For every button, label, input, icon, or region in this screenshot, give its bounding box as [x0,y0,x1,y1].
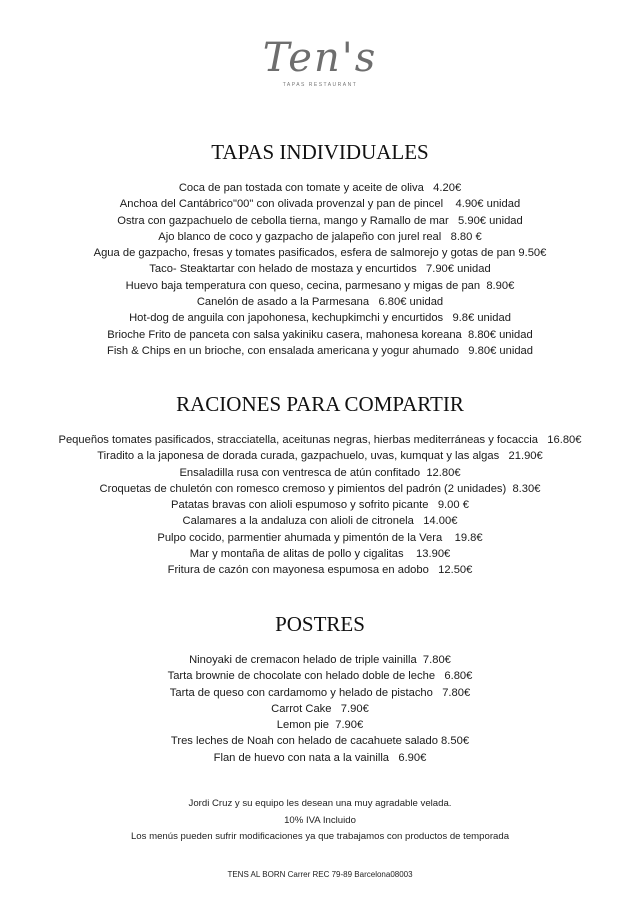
menu-item: Carrot Cake 7.90€ [271,702,369,715]
menu-item: Lemon pie 7.90€ [276,719,364,732]
menu-item: Huevo baja temperatura con queso, cecina, parmesano y migas de pan 8.90€ [125,279,515,292]
menu-item: Taco- Steaktartar con helado de mostaza y encurtidos 7.90€ unidad [149,263,491,276]
menu-item: Pulpo cocido, parmentier ahumada y pimentón de la Vera 19.8€ [157,531,483,544]
footer-seasonal-note: Los menús pueden sufrir modificaciones ya que trabajamos con productos de temporada [130,831,510,842]
section-title-raciones-para-compartir: RACIONES PARA COMPARTIR [176,392,464,416]
footer-tax-note: 10% IVA Incluido [284,814,356,826]
menu-item: Fritura de cazón con mayonesa espumosa en adobo 12.50€ [167,564,473,577]
menu-item: Patatas bravas con alioli espumoso y sofrito picante 9.00 € [171,499,469,512]
menu-item: Tres leches de Noah con helado de cacahuete salado 8.50€ [170,735,470,748]
tapas-individuales-list [0,180,640,359]
section-title-postres: POSTRES [275,612,365,636]
menu-item: Anchoa del Cantábrico"00" con olivada provenzal y pan de pincel 4.90€ unidad [119,198,521,211]
menu-item: Ajo blanco de coco y gazpacho de jalapeño con jurel real 8.80 € [158,230,482,243]
menu-item: Brioche Frito de panceta con salsa yakiniku casera, mahonesa koreana 8.80€ unidad [107,328,533,341]
menu-item: Croquetas de chuletón con romesco cremoso y pimientos del padrón (2 unidades) 8.30€ [99,482,541,495]
menu-item: Ninoyaki de cremacon helado de triple vainilla 7.80€ [189,654,451,666]
logo-tagline: TAPAS RESTAURANT [282,82,358,88]
menu-item: Hot-dog de anguila con japohonesa, kechupkimchi y encurtidos 9.8€ unidad [129,312,511,325]
menu-item: Ostra con gazpachuelo de cebolla tierna, mango y Ramallo de mar 5.90€ unidad [117,214,523,227]
restaurant-address: TENS AL BORN Carrer REC 79-89 Barcelona08003 [227,870,413,879]
logo-wordmark: Ten's [262,35,378,81]
menu-item: Agua de gazpacho, fresas y tomates pasificados, esfera de salmorejo y gotas de pan 9.50€ [93,247,547,260]
section-title-tapas-individuales: TAPAS INDIVIDUALES [211,140,429,164]
menu-item: Tiradito a la japonesa de dorada curada, gazpachuelo, uvas, kumquat y las algas 21.90€ [97,450,543,463]
menu-item: Coca de pan tostada con tomate y aceite de oliva 4.20€ [178,182,462,194]
restaurant-logo [0,36,640,88]
footer-notes [0,796,640,846]
footer-greeting: Jordi Cruz y su equipo les desean una muy agradable velada. [188,798,452,809]
menu-item: Flan de huevo con nata a la vainilla 6.90€ [213,751,427,764]
postres-list [0,652,640,766]
menu-item: Calamares a la andaluza con alioli de citronela 14.00€ [182,515,458,528]
raciones-list [0,432,640,579]
menu-item: Pequeños tomates pasificados, stracciatella, aceitunas negras, hierbas mediterráneas y focaccia 16.80€ [58,434,582,446]
menu-item: Fish & Chips en un brioche, con ensalada americana y yogur ahumado 9.80€ unidad [106,344,533,357]
menu-item: Ensaladilla rusa con ventresca de atún confitado 12.80€ [179,466,461,479]
menu-item: Canelón de asado a la Parmesana 6.80€ unidad [196,296,444,309]
menu-item: Tarta brownie de chocolate con helado doble de leche 6.80€ [167,670,473,683]
menu-item: Mar y montaña de alitas de pollo y cigalitas 13.90€ [189,548,451,561]
menu-item: Tarta de queso con cardamomo y helado de pistacho 7.80€ [169,686,471,699]
